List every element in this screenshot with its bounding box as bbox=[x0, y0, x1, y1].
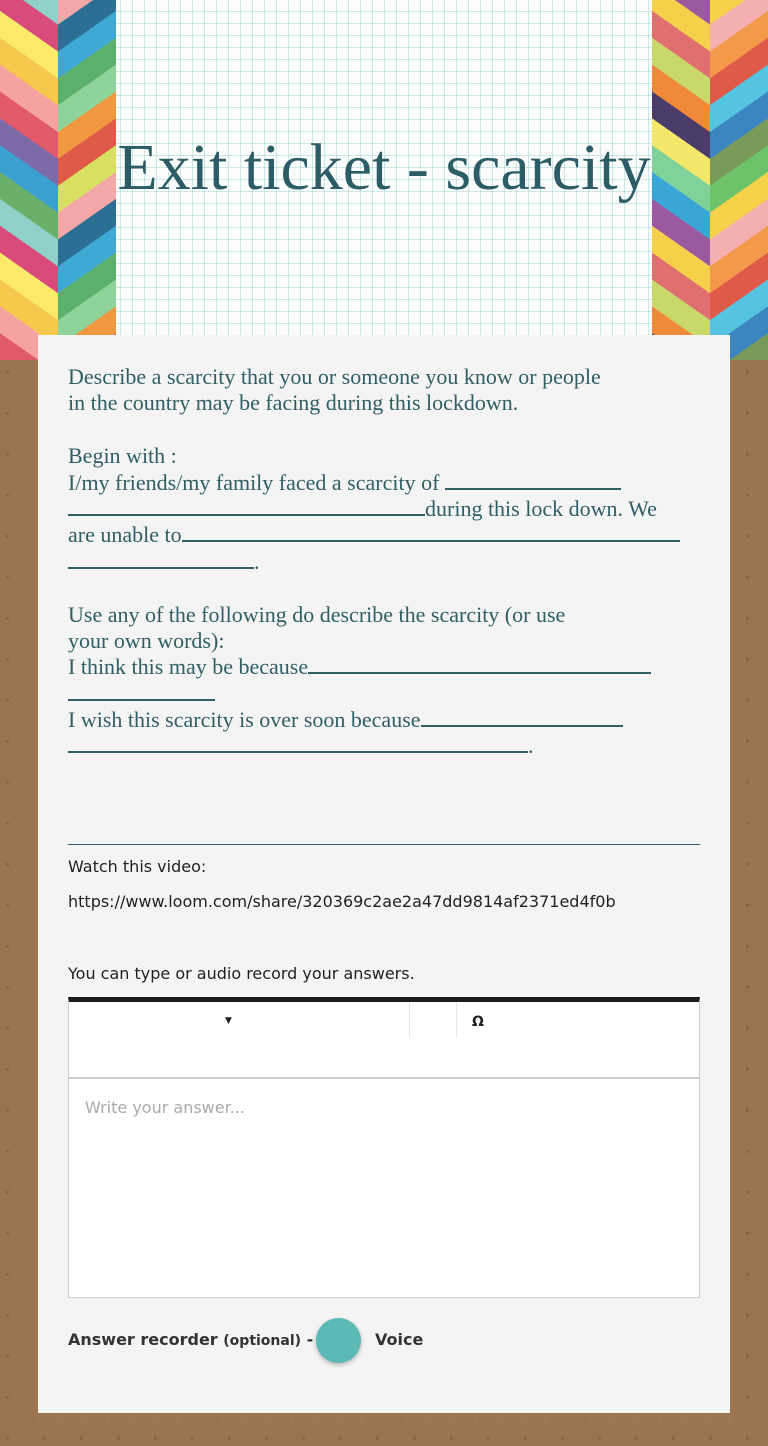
blank-line bbox=[308, 654, 651, 674]
video-label: Watch this video: bbox=[68, 857, 207, 876]
divider bbox=[68, 844, 700, 845]
prompt-line: Describe a scarcity that you or someone you know or people bbox=[68, 364, 601, 389]
answer-input-placeholder[interactable]: Write your answer... bbox=[85, 1098, 245, 1117]
prompt-line: Begin with : bbox=[68, 443, 177, 469]
dropdown-caret-icon[interactable]: ▼ bbox=[225, 1016, 232, 1026]
special-character-button[interactable]: Ω bbox=[472, 1014, 484, 1030]
recorder-label: Answer recorder bbox=[68, 1330, 218, 1349]
optional-label: (optional) bbox=[223, 1333, 302, 1349]
prompt-line: I wish this scarcity is over soon because bbox=[68, 707, 421, 733]
video-link[interactable]: https://www.loom.com/share/320369c2ae2a47dd9814af2371ed4f0b bbox=[68, 892, 616, 911]
record-button[interactable] bbox=[316, 1318, 361, 1363]
answer-recorder-label bbox=[68, 1330, 313, 1349]
prompt-text bbox=[68, 364, 708, 760]
prompt-line: I think this may be because bbox=[68, 654, 309, 680]
blank-line bbox=[421, 707, 623, 727]
editor-toolbar bbox=[69, 1002, 699, 1079]
page-title: Exit ticket - scarcity bbox=[117, 131, 651, 204]
blank-line bbox=[68, 733, 528, 753]
blank-line bbox=[68, 681, 215, 701]
blank-line bbox=[68, 549, 254, 569]
prompt-line: during this lock down. We bbox=[425, 495, 657, 521]
header-banner bbox=[0, 0, 768, 360]
blank-line bbox=[445, 470, 621, 490]
answer-editor[interactable] bbox=[68, 997, 700, 1298]
prompt-line: in the country may be facing during this lockdown. bbox=[68, 390, 519, 416]
prompt-line: . bbox=[254, 548, 260, 574]
toolbar-divider bbox=[409, 1002, 410, 1038]
prompt-line: Use any of the following do describe the scarcity (or use bbox=[68, 601, 566, 627]
prompt-line: . bbox=[528, 733, 534, 759]
toolbar-divider bbox=[456, 1002, 457, 1038]
dash: - bbox=[306, 1330, 314, 1349]
instructions: You can type or audio record your answers. bbox=[68, 964, 415, 983]
prompt-line: are unable to bbox=[68, 522, 182, 548]
blank-line bbox=[68, 496, 425, 516]
prompt-line: I/my friends/my family faced a scarcity of bbox=[68, 469, 445, 495]
voice-label: Voice bbox=[375, 1330, 424, 1349]
blank-line bbox=[182, 522, 680, 542]
prompt-line: your own words): bbox=[68, 627, 225, 653]
